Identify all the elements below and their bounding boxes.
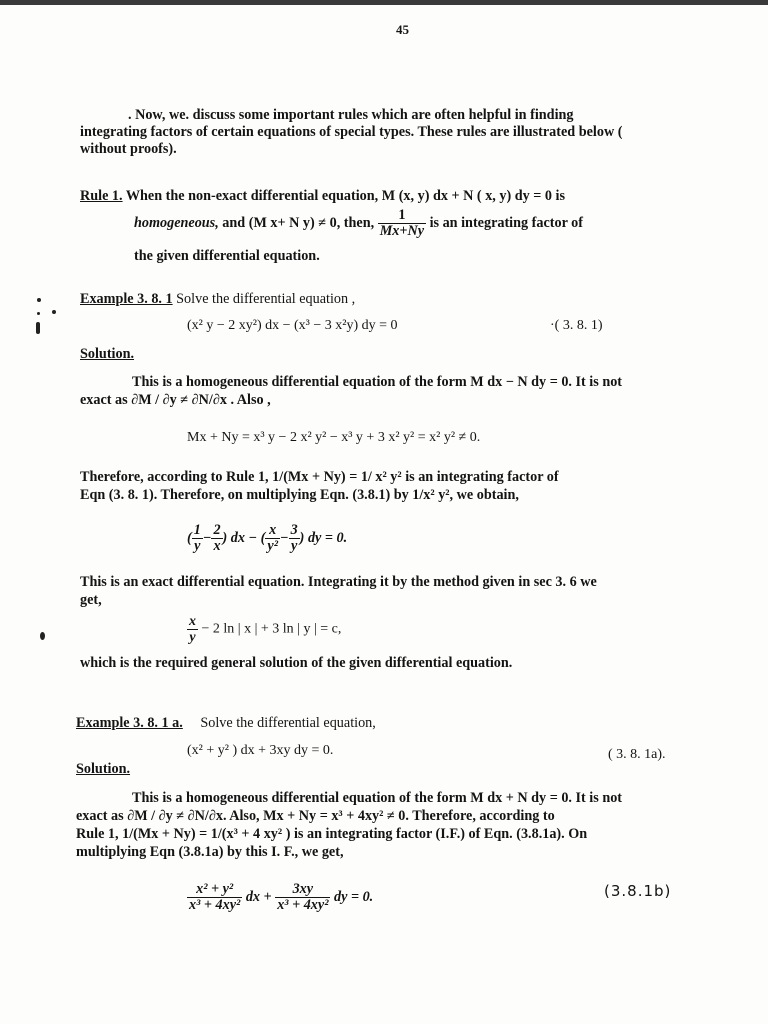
eq-frac-2-num: 2: [213, 522, 221, 538]
intro-line-3: without proofs).: [80, 141, 177, 157]
eq-frac-3-num: x: [265, 523, 280, 539]
final-frac-2-num: 3xy: [275, 882, 330, 898]
example-2-solution-label: Solution.: [76, 761, 131, 777]
scan-speck: [37, 312, 40, 315]
scan-speck: [52, 310, 56, 314]
rule-1-text: When the non-exact differential equation, M (x, y) dx + N ( x, y) dy = 0 is: [125, 188, 566, 204]
example-1-para-2-line-1: Therefore, according to Rule 1, 1/(Mx + Ny) = 1/ x² y² is an integrating factor of: [80, 469, 559, 485]
rule-1-line-1: [80, 188, 565, 204]
final-frac-1-den: x³ + 4xy²: [189, 897, 241, 913]
example-2-para-line-1: This is a homogeneous differential equation of the form M dx + N dy = 0. It is not: [132, 790, 623, 806]
example-2-final-equation: [187, 882, 373, 913]
final-frac-2: [275, 882, 330, 913]
rule-1-homogeneous: homogeneous,: [134, 214, 219, 231]
scan-speck: [37, 298, 41, 302]
eq-frac-4-num: 3: [290, 522, 298, 538]
handwritten-eq-number: (3.8.1b): [604, 882, 672, 900]
solution-frac-den: y: [189, 630, 196, 645]
final-frac-1-num: x² + y²: [187, 882, 242, 898]
example-1-conclusion: which is the required general solution of the given differential equation.: [80, 655, 513, 671]
example-2-equation: (x² + y² ) dx + 3xy dy = 0.: [187, 743, 334, 758]
final-frac-2-den: x³ + 4xy²: [277, 897, 329, 913]
eq-minus-1: −: [202, 529, 212, 546]
eq-end: ) dy = 0.: [299, 529, 348, 546]
rule-1-frac-num: 1: [378, 208, 426, 224]
eq-frac-3-den: y²: [267, 538, 278, 554]
example-1-solution-label: Solution.: [80, 346, 135, 362]
example-1-para-2-line-2: Eqn (3. 8. 1). Therefore, on multiplying Eqn. (3.8.1) by 1/x² y², we obtain,: [80, 487, 519, 503]
rule-1-line-2: [134, 208, 583, 239]
eq-minus-2: −: [279, 529, 289, 546]
example-2-label: Example 3. 8. 1 a.: [76, 715, 183, 731]
rule-1-label: Rule 1.: [80, 188, 123, 204]
example-2-heading: [76, 715, 376, 731]
eq-frac-4: [289, 523, 300, 554]
eq-frac-1-num: 1: [193, 522, 201, 538]
rule-1-tail: is an integrating factor of: [429, 214, 583, 231]
example-1-mx-ny-equation: Mx + Ny = x³ y − 2 x² y² − x³ y + 3 x² y² = x² y² ≠ 0.: [187, 430, 481, 445]
example-1-para-1-line-2: exact as ∂M / ∂y ≠ ∂N/∂x . Also ,: [80, 392, 271, 408]
example-1-para-3-line-1: This is an exact differential equation. Integrating it by the method given in sec 3. 6 we: [80, 574, 597, 590]
eq-frac-4-den: y: [290, 538, 298, 554]
example-1-task: Solve the differential equation ,: [176, 291, 356, 307]
final-frac-1: [187, 882, 242, 913]
solution-frac: [187, 614, 198, 645]
example-1-equation: (x² y − 2 xy²) dx − (x³ − 3 x²y) dy = 0: [187, 318, 398, 333]
rule-1-frac-den: Mx+Ny: [379, 223, 425, 239]
eq-frac-3: [265, 523, 280, 554]
solution-rest: − 2 ln | x | + 3 ln | y | = c,: [201, 621, 342, 637]
example-1-exact-equation: [187, 523, 347, 554]
example-1-heading: [80, 291, 355, 307]
example-2-para-line-3: Rule 1, 1/(Mx + Ny) = 1/(x³ + 4 xy² ) is an integrating factor (I.F.) of Eqn. (3.8.1a). On: [76, 826, 588, 842]
example-1-eq-number: ·( 3. 8. 1): [550, 318, 603, 333]
eq-mid: ) dx − (: [222, 529, 266, 546]
eq-paren-open: (: [187, 529, 192, 546]
rule-1-line-3: the given differential equation.: [134, 248, 320, 264]
page-number: 45: [396, 22, 409, 37]
eq-frac-1: [192, 523, 203, 554]
example-1-para-3-line-2: get,: [80, 592, 102, 608]
eq-frac-1-den: y: [194, 538, 201, 554]
example-2-para-line-2: exact as ∂M / ∂y ≠ ∂N/∂x. Also, Mx + Ny = x³ + 4xy² ≠ 0. Therefore, according to: [76, 808, 555, 824]
final-mid: dx +: [245, 888, 272, 905]
example-2-task: Solve the differential equation,: [200, 715, 376, 731]
example-1-para-1-line-1: This is a homogeneous differential equation of the form M dx − N dy = 0. It is not: [132, 374, 623, 390]
intro-line-1: . Now, we. discuss some important rules which are often helpful in finding: [128, 107, 574, 123]
example-2-para-line-4: multiplying Eqn (3.8.1a) by this I. F., we get,: [76, 844, 344, 860]
scan-speck: [40, 632, 45, 640]
eq-frac-2-den: x: [213, 538, 221, 554]
example-2-eq-number: ( 3. 8. 1a).: [608, 747, 666, 762]
scan-speck: [36, 322, 40, 334]
rule-1-fraction: [378, 208, 426, 239]
example-1-general-solution: [187, 614, 341, 645]
eq-frac-2: [211, 523, 222, 554]
final-end: dy = 0.: [334, 888, 374, 905]
rule-1-condition: and (M x+ N y) ≠ 0, then,: [222, 214, 375, 231]
scan-top-edge: [0, 0, 768, 5]
solution-frac-num: x: [189, 614, 196, 629]
intro-line-2: integrating factors of certain equations of special types. These rules are illustrated below (: [80, 124, 623, 140]
example-1-label: Example 3. 8. 1: [80, 291, 173, 307]
